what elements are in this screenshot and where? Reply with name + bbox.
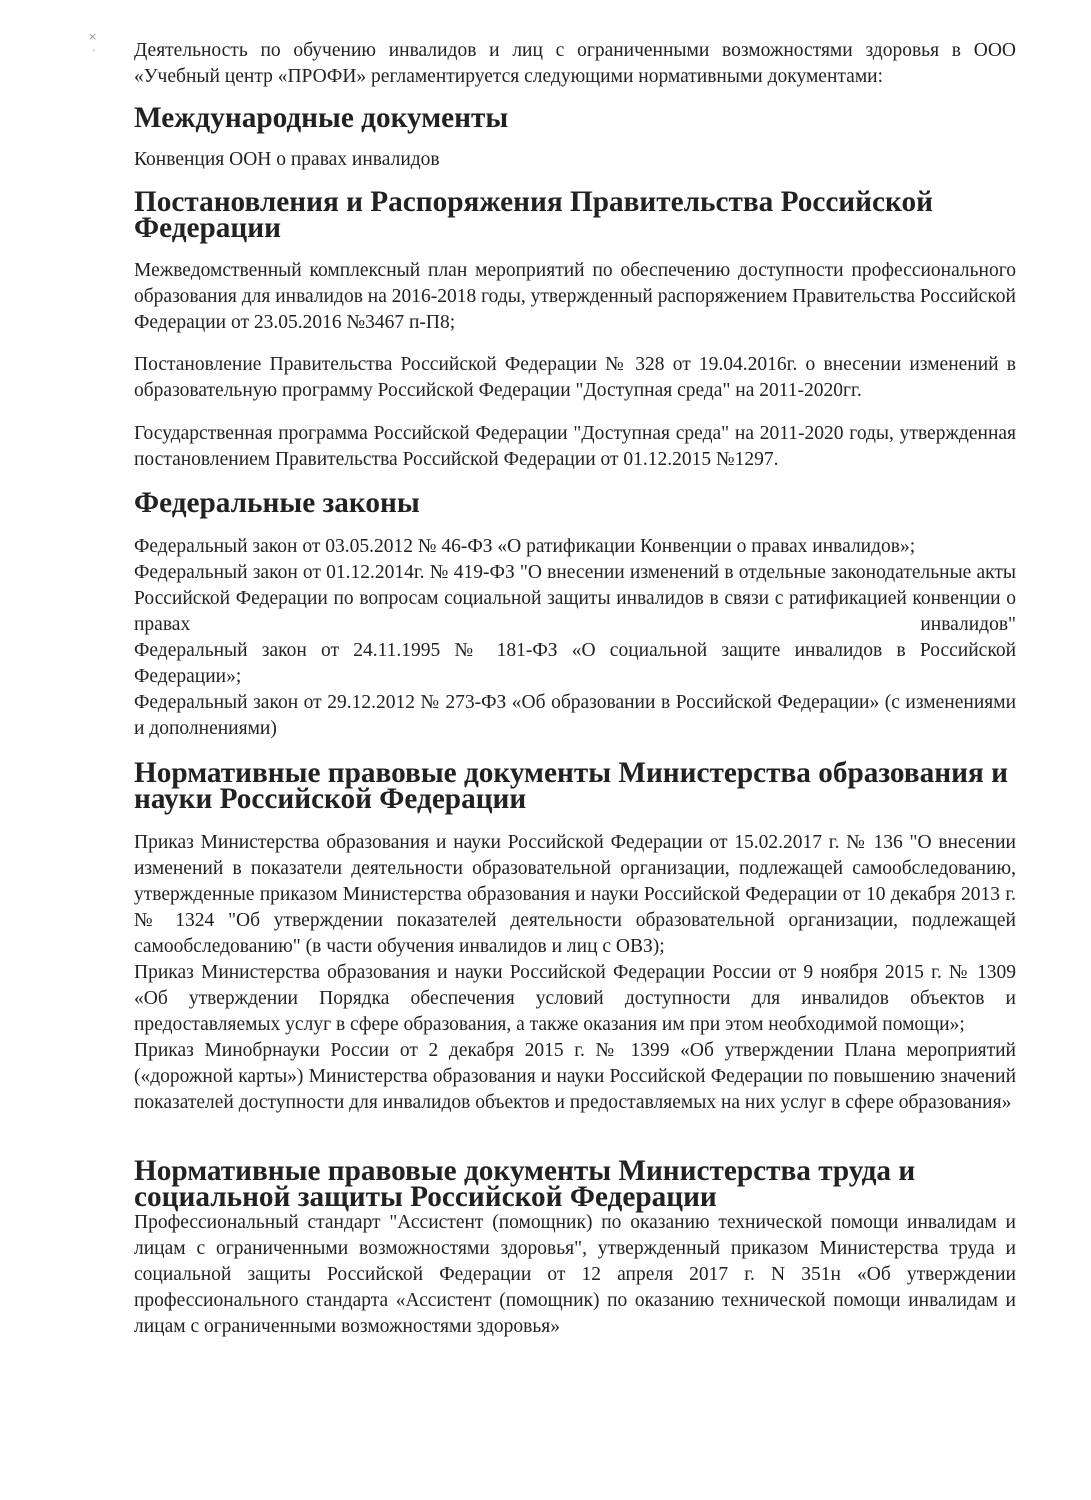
document-page [134,38,1016,1340]
intro-paragraph: Деятельность по обучению инвалидов и лиц с ограниченными возможностями здоровья в ООО «Учебный центр «ПРОФИ» регламентируется следующими нормативными документами: [134,40,1016,87]
ministry-education-item: Приказ Минобрнауки России от 2 декабря 2015 г. № 1399 «Об утверждении Плана мероприятий («дорожной карты») Министерства образования и науки Российской Федерации по повышению значений показателей доступности для инвалидов объектов и предоставляемых на них услуг в сфере образования» [134,1040,1016,1113]
scan-mark: · [92,44,96,57]
section-heading-ministry-education: Нормативные правовые документы Министерства образования и науки Российской Федерации [134,757,1008,815]
section-heading-government: Постановления и Распоряжения Правительства Российской Федерации [134,186,933,244]
federal-law-item: Федеральный закон от 03.05.2012 № 46-ФЗ «О ратификации Конвенции о правах инвалидов»; [134,536,916,557]
section-heading-ministry-labor: Нормативные правовые документы Министерства труда и социальной защиты Российской Федерации [134,1155,916,1213]
ministry-education-item: Приказ Министерства образования и науки Российской Федерации от 15.02.2017 г. № 136 "О внесении изменений в показатели деятельности образовательной организации, подлежащей самообследованию, утвержденные приказом Министерства образования и науки Российской Федерации от 10 декабря 2013 г. № 1324 "Об утверждении показателей деятельности образовательной организации, подлежащей самообследованию" (в части обучения инвалидов и лиц с ОВЗ); [134,832,1016,957]
government-item: Межведомственный комплексный план мероприятий по обеспечению доступности профессионального образования для инвалидов на 2016-2018 годы, утвержденный распоряжением Правительства Российской Федерации от 23.05.2016 №3467 п-П8; [134,260,1016,333]
government-item: Постановление Правительства Российской Федерации № 328 от 19.04.2016г. о внесении изменений в образовательную программу Российской Федерации "Доступная среда" на 2011-2020гг. [134,354,1016,401]
federal-law-item: Федеральный закон от 29.12.2012 № 273-ФЗ «Об образовании в Российской Федерации» (с изменениями и дополнениями) [134,692,1016,739]
ministry-education-item: Приказ Министерства образования и науки Российской Федерации России от 9 ноября 2015 г. № 1309 «Об утверждении Порядка обеспечения условий доступности для инвалидов объектов и предоставляемых услуг в сфере образования, а также оказания им при этом необходимой помощи»; [134,962,1016,1035]
scan-mark: × [88,30,98,43]
ministry-education-list [134,830,1016,1116]
section-heading-international: Международные документы [134,102,509,134]
international-item: Конвенция ООН о правах инвалидов [134,149,440,170]
ministry-labor-item: Профессиональный стандарт "Ассистент (помощник) по оказанию технической помощи инвалидам и лицам с ограниченными возможностями здоровья", утвержденный приказом Министерства труда и социальной защиты Российской Федерации от 12 апреля 2017 г. N 351н «Об утверждении профессионального стандарта «Ассистент (помощник) по оказанию технической помощи инвалидам и лицам с ограниченными возможностями здоровья» [134,1212,1016,1337]
federal-law-item: Федеральный закон от 24.11.1995 № 181-ФЗ «О социальной защите инвалидов в Российской Федерации»; [134,640,1016,687]
federal-laws-list [134,534,1016,742]
section-heading-federal-laws: Федеральные законы [134,487,420,519]
government-item: Государственная программа Российской Федерации "Доступная среда" на 2011-2020 годы, утвержденная постановлением Правительства Российской Федерации от 01.12.2015 №1297. [134,423,1016,470]
federal-law-item: Федеральный закон от 01.12.2014г. № 419-ФЗ "О внесении изменений в отдельные законодательные акты Российской Федерации по вопросам социальной защиты инвалидов в связи с ратификацией конвенции о правах инвалидов" [134,562,1016,635]
